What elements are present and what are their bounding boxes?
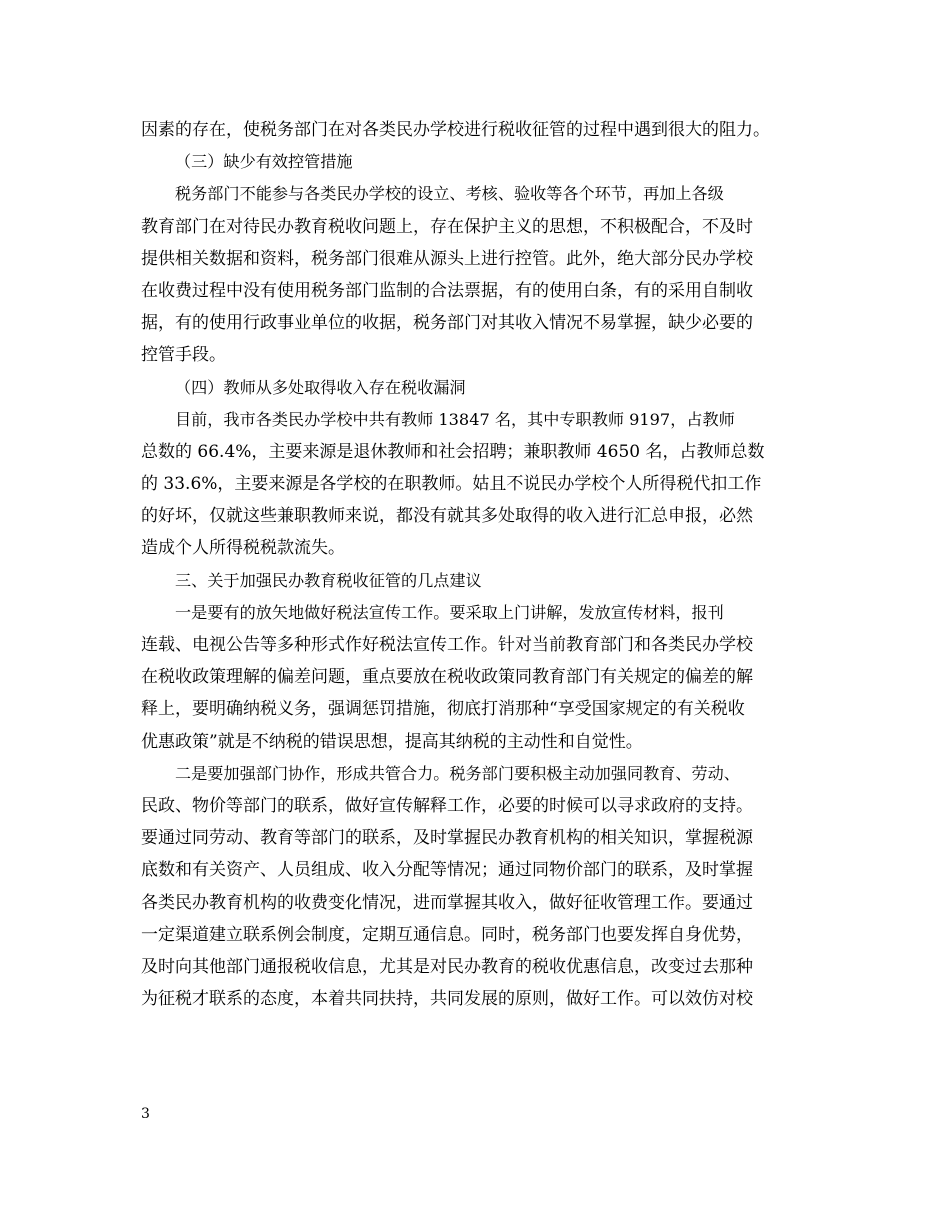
- text-line: 释上，要明确纳税义务，强调惩罚措施，彻底打消那种“享受国家规定的有关税收: [141, 699, 745, 720]
- document-body: [141, 114, 821, 1015]
- text-line: 提供相关数据和资料，税务部门很难从源头上进行控管。此外，绝大部分民办学校: [141, 248, 753, 269]
- text-line: 优惠政策”就是不纳税的错误思想，提高其纳税的主动性和自觉性。: [141, 731, 643, 752]
- text-line: （四）教师从多处取得收入存在税收漏洞: [175, 377, 466, 397]
- text-line: 的好坏，仅就这些兼职教师来说，都没有就其多处取得的收入进行汇总申报，必然: [141, 506, 753, 527]
- text-line: 二是要加强部门协作，形成共管合力。税务部门要积极主动加强同教育、劳动、: [175, 763, 740, 783]
- text-line: 民政、物价等部门的联系，做好宣传解释工作，必要的时候可以寻求政府的支持。: [141, 795, 753, 816]
- text-line: 教育部门在对待民办教育税收问题上，存在保护主义的思想，不积极配合，不及时: [141, 216, 753, 237]
- text-line: 因素的存在，使税务部门在对各类民办学校进行税收征管的过程中遇到很大的阻力。: [141, 120, 770, 140]
- text-line: 及时向其他部门通报税收信息，尤其是对民办教育的税收优惠信息，改变过去那种: [141, 956, 753, 977]
- text-line: 造成个人所得税税款流失。: [141, 538, 345, 559]
- text-line: 目前，我市各类民办学校中共有教师 13847 名，其中专职教师 9197，占教师: [175, 409, 735, 429]
- text-line: 控管手段。: [141, 345, 226, 366]
- text-line: 一定渠道建立联系例会制度，定期互通信息。同时，税务部门也要发挥自身优势，: [141, 924, 753, 945]
- text-line: （三）缺少有效控管措施: [175, 152, 353, 172]
- text-line: 各类民办教育机构的收费变化情况，进而掌握其收入，做好征收管理工作。要通过: [141, 892, 753, 913]
- text-line: 总数的 66.4%，主要来源是退休教师和社会招聘；兼职教师 4650 名，占教师总数: [141, 441, 765, 462]
- text-line: 要通过同劳动、教育等部门的联系，及时掌握民办教育机构的相关知识，掌握税源: [141, 828, 753, 849]
- text-line: 三、关于加强民办教育税收征管的几点建议: [175, 570, 482, 590]
- text-line: 在收费过程中没有使用税务部门监制的合法票据，有的使用白条，有的采用自制收: [141, 280, 753, 301]
- text-line: 连载、电视公告等多种形式作好税法宣传工作。针对当前教育部门和各类民办学校: [141, 635, 753, 655]
- text-line: 据，有的使用行政事业单位的收据，税务部门对其收入情况不易掌握，缺少必要的: [141, 313, 753, 334]
- text-line: 在税收政策理解的偏差问题，重点要放在税收政策同教育部门有关规定的偏差的解: [141, 667, 753, 688]
- page-number: 3: [141, 1106, 150, 1122]
- text-line: 税务部门不能参与各类民办学校的设立、考核、验收等各个环节，再加上各级: [175, 184, 724, 204]
- text-line: 为征税才联系的态度，本着共同扶持，共同发展的原则，做好工作。可以效仿对校: [141, 989, 753, 1010]
- text-line: 底数和有关资产、人员组成、收入分配等情况；通过同物价部门的联系，及时掌握: [141, 860, 753, 881]
- text-line: 一是要有的放矢地做好税法宣传工作。要采取上门讲解，发放宣传材料，报刊: [175, 602, 724, 622]
- text-line: 的 33.6%，主要来源是各学校的在职教师。姑且不说民办学校个人所得税代扣工作: [141, 474, 762, 495]
